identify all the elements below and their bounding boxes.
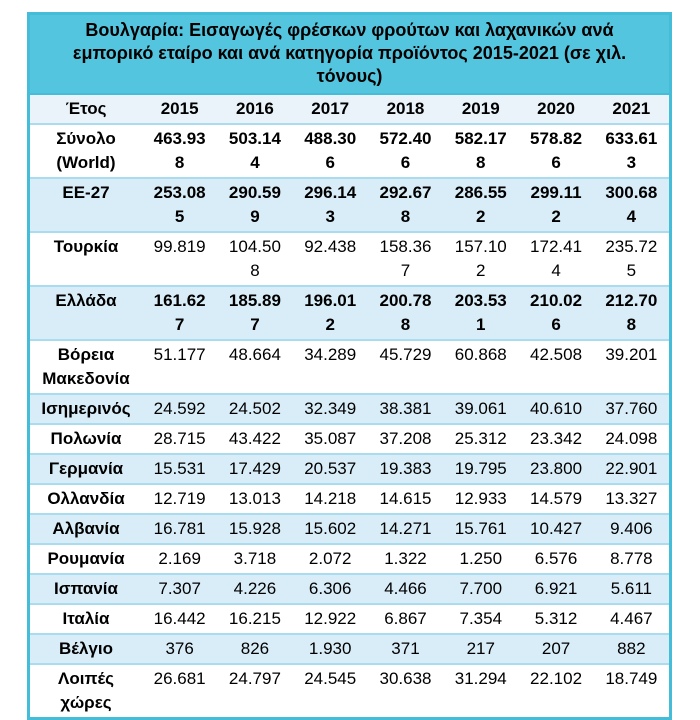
value-cell: 200.788 <box>379 291 432 334</box>
value-cell: 14.218 <box>304 489 357 508</box>
table-row <box>30 484 669 514</box>
value-cell: 3.718 <box>233 549 277 568</box>
value-cell: 296.143 <box>304 183 357 226</box>
value-cell: 633.613 <box>605 129 658 172</box>
value-cell: 185.897 <box>228 291 281 334</box>
value-cell: 22.901 <box>605 459 658 478</box>
value-cell: 16.215 <box>228 609 281 628</box>
value-cell: 7.700 <box>459 579 503 598</box>
value-cell: 14.579 <box>530 489 583 508</box>
value-cell: 104.508 <box>228 237 281 280</box>
value-cell: 290.599 <box>228 183 281 226</box>
header-cell: 2017 <box>311 99 350 118</box>
value-cell: 1.322 <box>384 549 427 568</box>
header-cell: 2021 <box>612 99 651 118</box>
value-cell: 4.466 <box>384 579 427 598</box>
value-cell: 30.638 <box>379 669 432 688</box>
value-cell: 578.826 <box>530 129 583 172</box>
value-cell: 2.169 <box>158 549 201 568</box>
row-label: Τουρκία <box>53 237 119 256</box>
value-cell: 6.306 <box>308 579 352 598</box>
header-cell: Έτος <box>65 99 107 118</box>
value-cell: 37.760 <box>605 399 658 418</box>
value-cell: 34.289 <box>304 345 357 364</box>
value-cell: 19.795 <box>454 459 507 478</box>
value-cell: 42.508 <box>530 345 583 364</box>
value-cell: 22.102 <box>530 669 583 688</box>
table-row <box>30 124 669 178</box>
value-cell: 13.013 <box>228 489 281 508</box>
header-cell: 2019 <box>461 99 500 118</box>
value-cell: 158.367 <box>379 237 432 280</box>
row-label: Ιταλία <box>62 609 110 628</box>
header-row <box>30 95 669 124</box>
value-cell: 24.592 <box>153 399 206 418</box>
value-cell: 286.552 <box>454 183 507 226</box>
value-cell: 99.819 <box>153 237 206 256</box>
row-label: ΕΕ-27 <box>62 183 110 202</box>
value-cell: 24.797 <box>228 669 281 688</box>
row-label: Λοιπές χώρες <box>58 669 114 712</box>
value-cell: 203.531 <box>454 291 507 334</box>
table-row <box>30 424 669 454</box>
value-cell: 217 <box>466 639 495 658</box>
value-cell: 92.438 <box>304 237 357 256</box>
value-cell: 300.684 <box>605 183 658 226</box>
value-cell: 16.781 <box>153 519 206 538</box>
value-cell: 26.681 <box>153 669 206 688</box>
value-cell: 40.610 <box>530 399 583 418</box>
value-cell: 31.294 <box>454 669 507 688</box>
row-label: Ισημερινός <box>41 399 131 418</box>
header-cell: 2018 <box>386 99 425 118</box>
table-header <box>30 95 669 124</box>
table-row <box>30 574 669 604</box>
row-label: Βόρεια Μακεδονία <box>42 345 130 388</box>
value-cell: 16.442 <box>153 609 206 628</box>
table-row <box>30 634 669 664</box>
value-cell: 503.144 <box>228 129 281 172</box>
row-label: Σύνολο (World) <box>56 129 116 172</box>
value-cell: 212.708 <box>605 291 658 334</box>
value-cell: 7.354 <box>459 609 503 628</box>
value-cell: 8.778 <box>610 549 653 568</box>
value-cell: 376 <box>165 639 194 658</box>
value-cell: 12.719 <box>153 489 206 508</box>
row-label: Ρουμανία <box>47 549 125 568</box>
value-cell: 157.102 <box>454 237 507 280</box>
value-cell: 14.271 <box>379 519 432 538</box>
value-cell: 826 <box>240 639 270 658</box>
value-cell: 2.072 <box>308 549 352 568</box>
row-label: Ολλανδία <box>47 489 125 508</box>
value-cell: 23.800 <box>530 459 583 478</box>
table-title: Βουλγαρία: Εισαγωγές φρέσκων φρούτων και λαχανικών ανά εμπορικό εταίρο και ανά κατηγορία προϊόντος 2015-2021 (σε χιλ. τόνους) <box>30 15 669 95</box>
value-cell: 37.208 <box>379 429 432 448</box>
value-cell: 572.406 <box>379 129 432 172</box>
value-cell: 13.327 <box>605 489 658 508</box>
table-row <box>30 394 669 424</box>
value-cell: 1.930 <box>308 639 352 658</box>
value-cell: 882 <box>617 639 646 658</box>
table-row <box>30 514 669 544</box>
value-cell: 210.026 <box>530 291 583 334</box>
row-label: Αλβανία <box>52 519 120 538</box>
value-cell: 161.627 <box>153 291 206 334</box>
value-cell: 43.422 <box>228 429 281 448</box>
value-cell: 253.085 <box>153 183 206 226</box>
value-cell: 9.406 <box>610 519 653 538</box>
value-cell: 24.502 <box>228 399 281 418</box>
table-row <box>30 454 669 484</box>
value-cell: 32.349 <box>304 399 357 418</box>
data-table <box>30 95 669 717</box>
value-cell: 23.342 <box>530 429 583 448</box>
value-cell: 371 <box>391 639 420 658</box>
value-cell: 24.098 <box>605 429 658 448</box>
value-cell: 582.178 <box>454 129 507 172</box>
value-cell: 196.012 <box>304 291 357 334</box>
value-cell: 207 <box>541 639 571 658</box>
value-cell: 12.933 <box>454 489 507 508</box>
value-cell: 19.383 <box>379 459 432 478</box>
header-cell: 2015 <box>160 99 199 118</box>
value-cell: 299.112 <box>530 183 582 226</box>
row-label: Γερμανία <box>48 459 124 478</box>
value-cell: 4.467 <box>610 609 653 628</box>
value-cell: 6.867 <box>384 609 427 628</box>
value-cell: 172.414 <box>530 237 583 280</box>
value-cell: 15.761 <box>454 519 507 538</box>
value-cell: 60.868 <box>454 345 507 364</box>
value-cell: 38.381 <box>379 399 432 418</box>
value-cell: 4.226 <box>233 579 277 598</box>
value-cell: 18.749 <box>605 669 658 688</box>
value-cell: 25.312 <box>454 429 507 448</box>
value-cell: 48.664 <box>228 345 281 364</box>
value-cell: 7.307 <box>158 579 201 598</box>
value-cell: 15.928 <box>228 519 281 538</box>
value-cell: 14.615 <box>379 489 432 508</box>
value-cell: 35.087 <box>304 429 357 448</box>
value-cell: 1.250 <box>459 549 503 568</box>
value-cell: 39.201 <box>605 345 658 364</box>
value-cell: 235.725 <box>605 237 658 280</box>
table-row <box>30 178 669 232</box>
table-row <box>30 664 669 717</box>
table-body <box>30 124 669 717</box>
table-row <box>30 286 669 340</box>
table-row <box>30 232 669 286</box>
value-cell: 17.429 <box>228 459 281 478</box>
row-label: Ισπανία <box>54 579 118 598</box>
header-cell: 2016 <box>236 99 274 118</box>
table-row <box>30 544 669 574</box>
value-cell: 24.545 <box>304 669 357 688</box>
value-cell: 20.537 <box>304 459 357 478</box>
value-cell: 6.921 <box>534 579 578 598</box>
value-cell: 292.678 <box>379 183 432 226</box>
row-label: Πολωνία <box>50 429 122 448</box>
value-cell: 5.611 <box>610 579 652 598</box>
value-cell: 39.061 <box>454 399 507 418</box>
value-cell: 463.938 <box>153 129 206 172</box>
value-cell: 5.312 <box>534 609 578 628</box>
row-label: Ελλάδα <box>55 291 117 310</box>
value-cell: 6.576 <box>534 549 578 568</box>
value-cell: 10.427 <box>530 519 583 538</box>
imports-table <box>27 12 672 720</box>
value-cell: 28.715 <box>153 429 206 448</box>
table-row <box>30 604 669 634</box>
value-cell: 15.531 <box>153 459 206 478</box>
value-cell: 488.306 <box>304 129 357 172</box>
row-label: Βέλγιο <box>59 639 113 658</box>
value-cell: 12.922 <box>304 609 357 628</box>
value-cell: 51.177 <box>153 345 206 364</box>
value-cell: 15.602 <box>304 519 357 538</box>
value-cell: 45.729 <box>379 345 432 364</box>
table-row <box>30 340 669 394</box>
header-cell: 2020 <box>537 99 575 118</box>
